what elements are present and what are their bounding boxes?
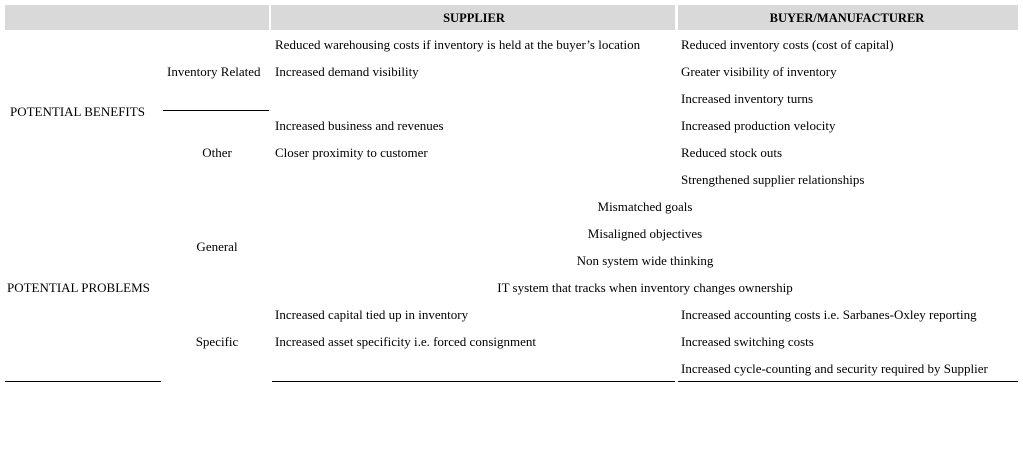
- section-label-benefits: POTENTIAL BENEFITS: [10, 104, 145, 119]
- bottom-rule-buyer: [678, 381, 1018, 382]
- bottom-rule-section: [5, 381, 161, 382]
- benefit-buyer-item: Increased production velocity: [681, 118, 836, 133]
- benefit-buyer-item: Reduced stock outs: [681, 145, 783, 160]
- benefit-supplier-item: Reduced warehousing costs if inventory is held at the buyer’s location: [275, 37, 641, 52]
- problem-shared-item: IT system that tracks when inventory changes ownership: [497, 280, 793, 295]
- group-label-inventory-related: Inventory Related: [167, 64, 261, 79]
- problem-buyer-item: Increased cycle-counting and security required by Supplier: [681, 361, 988, 376]
- problem-supplier-item: Increased capital tied up in inventory: [275, 307, 469, 322]
- section-label-problems: POTENTIAL PROBLEMS: [7, 280, 150, 295]
- group-label-general: General: [196, 239, 238, 254]
- problem-supplier-item: Increased asset specificity i.e. forced consignment: [275, 334, 536, 349]
- benefits-group-divider: [163, 110, 269, 111]
- benefit-buyer-item: Greater visibility of inventory: [681, 64, 837, 79]
- benefit-buyer-item: Reduced inventory costs (cost of capital): [681, 37, 894, 52]
- problem-shared-item: Misaligned objectives: [587, 226, 703, 241]
- problem-buyer-item: Increased accounting costs i.e. Sarbanes-Oxley reporting: [681, 307, 977, 322]
- header-buyer-label: BUYER/MANUFACTURER: [769, 11, 925, 25]
- benefit-supplier-item: Closer proximity to customer: [275, 145, 428, 160]
- problem-shared-item: Mismatched goals: [597, 199, 693, 214]
- benefit-buyer-item: Strengthened supplier relationships: [681, 172, 865, 187]
- benefit-supplier-item: Increased demand visibility: [275, 64, 419, 79]
- bottom-rule-supplier: [272, 381, 675, 382]
- group-label-specific: Specific: [195, 334, 239, 349]
- problem-shared-item: Non system wide thinking: [576, 253, 714, 268]
- benefit-supplier-item: Increased business and revenues: [275, 118, 444, 133]
- header-blank-cell: [5, 5, 269, 30]
- header-supplier-label: SUPPLIER: [443, 11, 505, 25]
- problem-buyer-item: Increased switching costs: [681, 334, 814, 349]
- benefit-buyer-item: Increased inventory turns: [681, 91, 814, 106]
- group-label-other: Other: [202, 145, 232, 160]
